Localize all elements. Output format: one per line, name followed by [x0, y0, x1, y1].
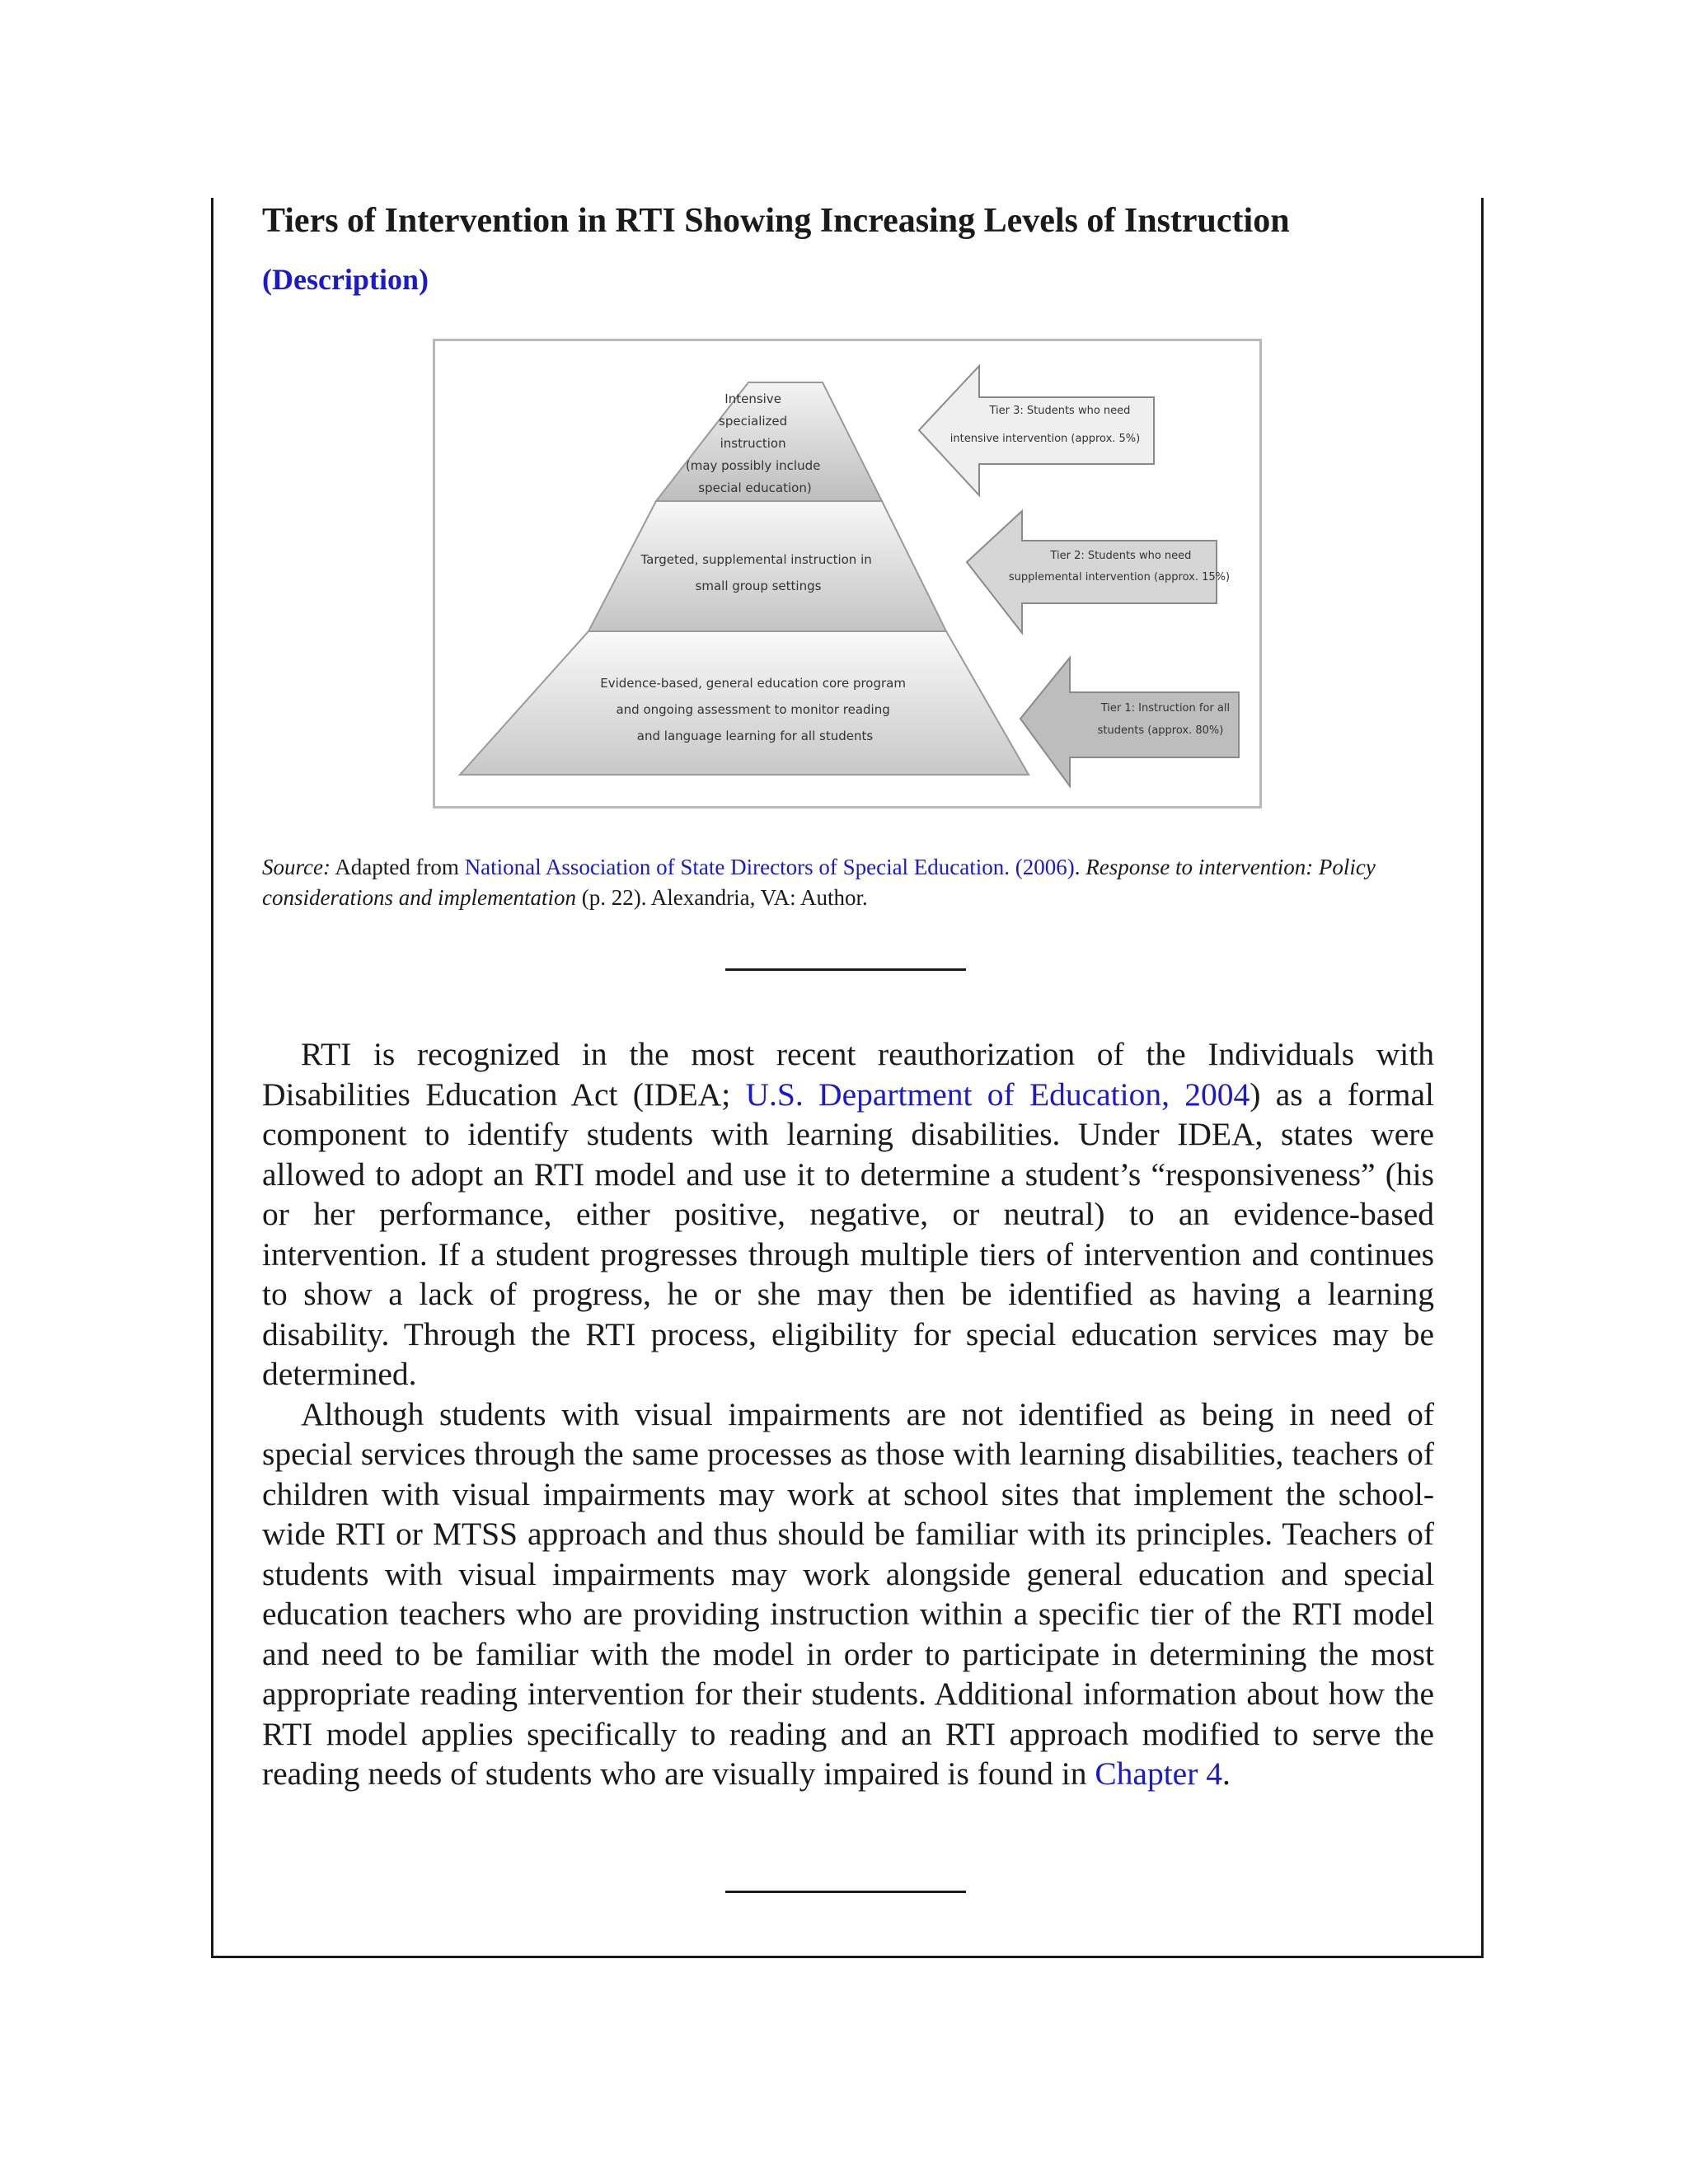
tier3-line: (may possibly include [685, 458, 821, 473]
tier3-line: special education) [698, 480, 812, 495]
tier3-line: Intensive [724, 391, 781, 406]
tier3-arrow-label: intensive intervention (approx. 5%) [950, 433, 1141, 445]
svg-text:Evidence-based, general educat [600, 676, 910, 743]
tier2-arrow-label: supplemental intervention (approx. 15%) [1008, 571, 1231, 583]
tier2-arrow-label: Tier 2: Students who need [1050, 550, 1192, 562]
divider-rule [725, 968, 966, 971]
source-text: (p. 22). Alexandria, VA: Author. [575, 885, 868, 910]
tier1-line: Evidence-based, general education core program [600, 676, 906, 691]
source-text: . [1074, 855, 1086, 879]
tier1-line: and ongoing assessment to monitor reading [616, 702, 890, 717]
body-text [262, 1034, 1434, 1794]
paragraph-2 [262, 1394, 1434, 1794]
us-dept-education-link[interactable]: U.S. Department of Education, 2004 [745, 1076, 1250, 1113]
tier2-line: small group settings [695, 579, 822, 593]
tier3-line: instruction [720, 436, 786, 451]
paragraph-1 [262, 1034, 1434, 1394]
rti-pyramid-figure [433, 339, 1262, 808]
tier1-line: and language learning for all students [636, 729, 874, 743]
chapter-4-link[interactable]: Chapter 4 [1095, 1755, 1222, 1792]
source-label: Source: [262, 855, 331, 879]
figure-source-citation [262, 852, 1432, 913]
paragraph-text: . [1222, 1755, 1231, 1792]
paragraph-text: ) as a formal component to identify students with learning disabilities. Under IDEA, states were allowed to adopt an RTI model and use it to determine a student’s “responsiveness” (his or her performance, either positive, negative, or neutral) to an evidence-based intervention. If a student progresses through multiple tiers of intervention and continues to show a lack of progress, he or she may then be identified as having a learning disability. Through the RTI process, eligibility for special education services may be determined. [262, 1076, 1434, 1392]
source-text: Adapted from [330, 855, 465, 879]
paragraph-text: RTI is recognized in the most recent reauthorization of the Individuals with Disabilities Education Act (IDEA; [262, 1036, 1434, 1113]
source-title: Response to intervention: Policy considerations and implementation [262, 855, 1376, 910]
tier3-arrow-label: Tier 3: Students who need [989, 405, 1131, 417]
figure-title: Tiers of Intervention in RTI Showing Increasing Levels of Instruction [262, 202, 1290, 240]
pyramid-diagram [435, 341, 1259, 806]
source-reference-link[interactable]: National Association of State Directors of Special Education. (2006) [464, 855, 1075, 879]
tier3-line: specialized [719, 414, 788, 429]
divider-rule [725, 1891, 966, 1893]
paragraph-text: Although students with visual impairments are not identified as being in need of special services through the same processes as those with learning disabilities, teachers of children with visual impairments may work at school sites that implement the school-wide RTI or MTSS approach and thus should be familiar with its principles. Teachers of students with visual impairments may work alongside general education and special education teachers who are providing instruction within a specific tier of the RTI model and need to be familiar with the model in order to participate in determining the most appropriate reading intervention for their students. Additional information about how the RTI model applies specifically to reading and an RTI approach modified to serve the reading needs of students who are visually impaired is found in [262, 1395, 1434, 1792]
tier2-line: Targeted, supplemental instruction in [640, 552, 872, 567]
description-link[interactable]: (Description) [262, 263, 429, 296]
tier1-arrow-label: Tier 1: Instruction for all [1100, 702, 1231, 715]
tier1-arrow-icon [1020, 658, 1239, 786]
tier1-arrow-label: students (approx. 80%) [1097, 724, 1224, 737]
tier3-arrow-icon [919, 366, 1154, 495]
